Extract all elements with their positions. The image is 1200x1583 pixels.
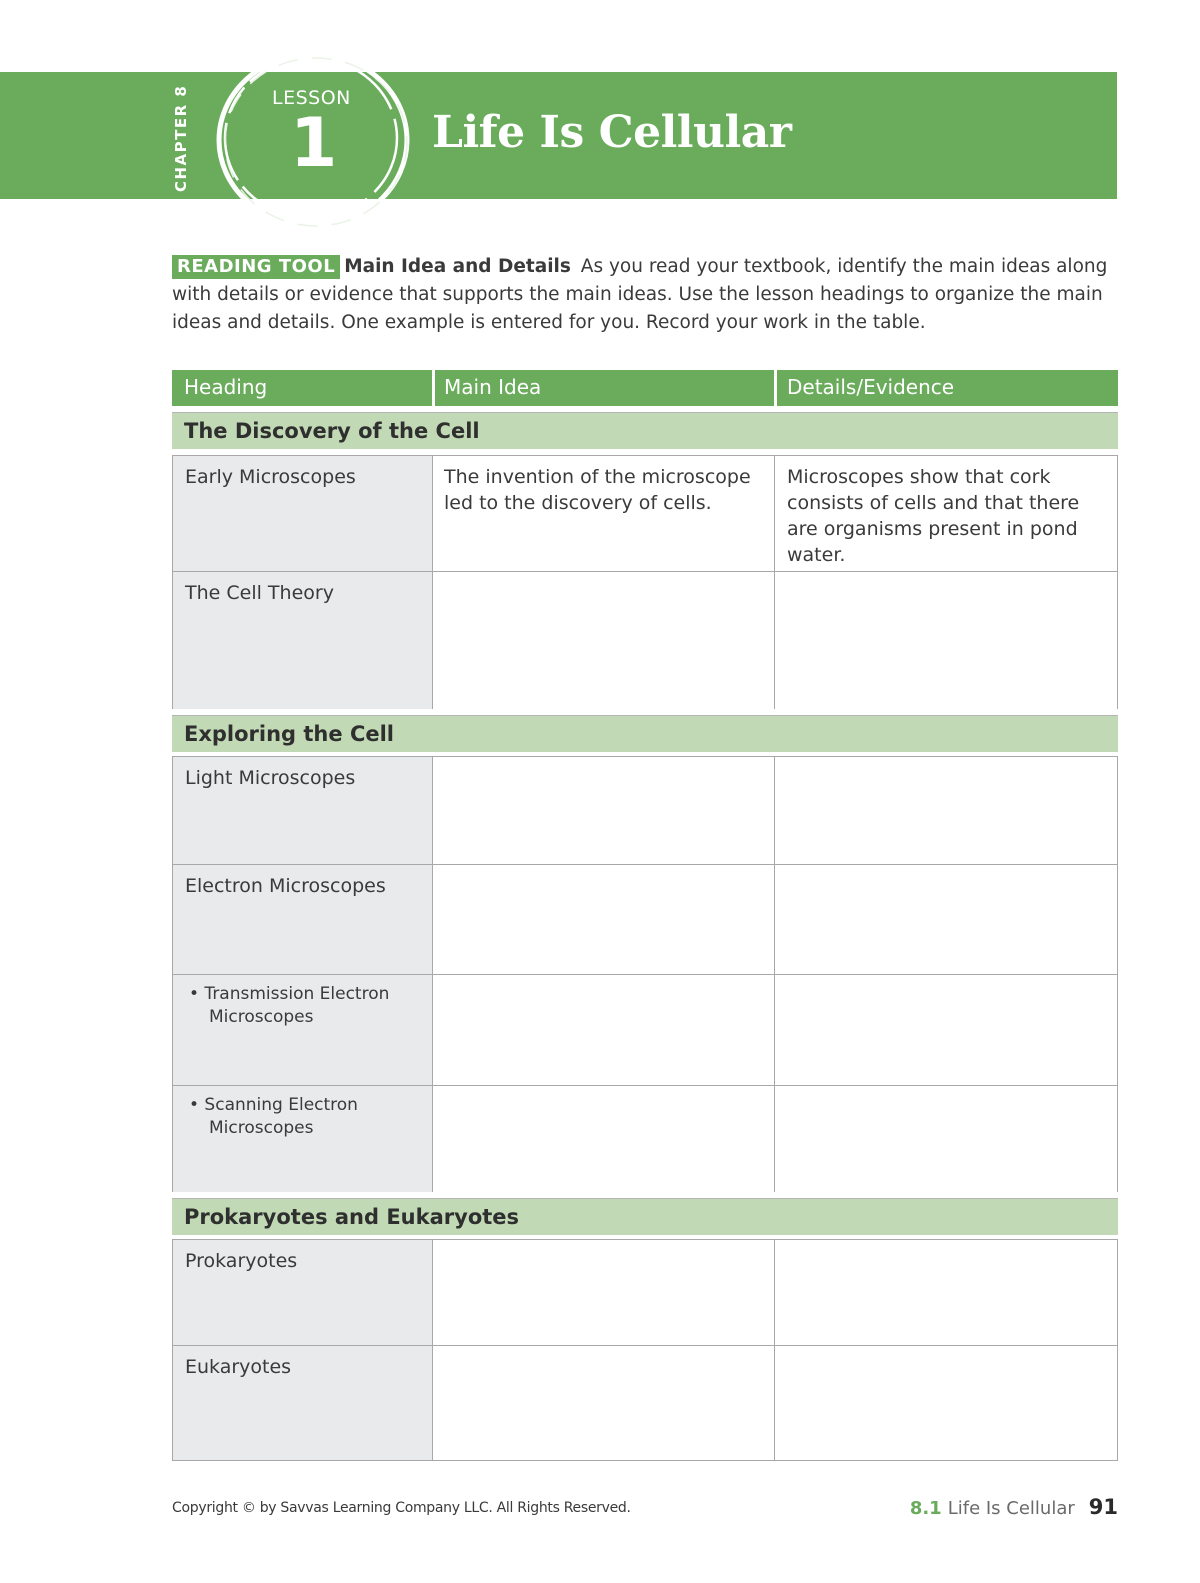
main-idea-cell[interactable]: The invention of the microscope led to the discovery of cells. [432,456,774,571]
details-cell[interactable] [774,1086,1118,1192]
table-bottom-border [172,1460,1118,1461]
chapter-label: CHAPTER 8 [172,84,190,192]
main-idea-cell[interactable] [432,975,774,1085]
details-cell[interactable] [774,757,1118,864]
table-row [172,1345,1118,1460]
table-row [172,1239,1118,1345]
table-header [172,370,1118,406]
column-main-idea: Main Idea [444,375,542,399]
details-cell[interactable] [774,1346,1118,1460]
section-number: 8.1 [909,1498,942,1519]
row-heading: The Cell Theory [172,572,432,709]
main-idea-cell[interactable] [432,1240,774,1345]
reading-tool-instructions: As you read your textbook, identify the main ideas along with details or evidence that supports the main ideas. Use the lesson headings to organize the main ideas and details. One example is entered for you. Record your work in the table. [172,256,1108,333]
section-heading: Exploring the Cell [172,715,1118,752]
lesson-label: LESSON [272,87,351,109]
section-title: Life Is Cellular [947,1498,1075,1519]
details-cell[interactable] [774,1240,1118,1345]
page-number: 91 [1088,1495,1118,1519]
details-cell[interactable] [774,975,1118,1085]
table-row [172,455,1118,571]
copyright-notice: Copyright © by Savvas Learning Company LLC. All Rights Reserved. [172,1500,631,1516]
column-details: Details/Evidence [787,375,955,399]
row-heading: Early Microscopes [172,456,432,571]
reading-tool-label: READING TOOL [172,255,340,279]
row-heading: Prokaryotes [172,1240,432,1345]
details-cell[interactable] [774,865,1118,974]
page-footer [910,1495,1118,1519]
table-row [172,1085,1118,1192]
table-row [172,864,1118,974]
column-heading: Heading [184,375,268,399]
main-idea-cell[interactable] [432,1086,774,1192]
row-heading: • Scanning Electron Microscopes [172,1086,432,1192]
row-heading: Light Microscopes [172,757,432,864]
details-cell[interactable] [774,572,1118,709]
section-heading: Prokaryotes and Eukaryotes [172,1198,1118,1235]
row-heading: Eukaryotes [172,1346,432,1460]
main-idea-cell[interactable] [432,572,774,709]
row-heading: Electron Microscopes [172,865,432,974]
details-cell[interactable]: Microscopes show that cork consists of cells and that there are organisms present in pond water. [774,456,1118,571]
page-title: Life Is Cellular [432,107,792,158]
reading-tool-title: Main Idea and Details [344,256,571,277]
table-row [172,974,1118,1085]
main-idea-table [172,370,1118,1461]
reading-tool-intro [172,253,1120,337]
section-heading: The Discovery of the Cell [172,412,1118,449]
main-idea-cell[interactable] [432,1346,774,1460]
lesson-number: 1 [290,104,338,183]
table-row [172,571,1118,709]
table-row [172,756,1118,864]
main-idea-cell[interactable] [432,865,774,974]
main-idea-cell[interactable] [432,757,774,864]
row-heading: • Transmission Electron Microscopes [172,975,432,1085]
